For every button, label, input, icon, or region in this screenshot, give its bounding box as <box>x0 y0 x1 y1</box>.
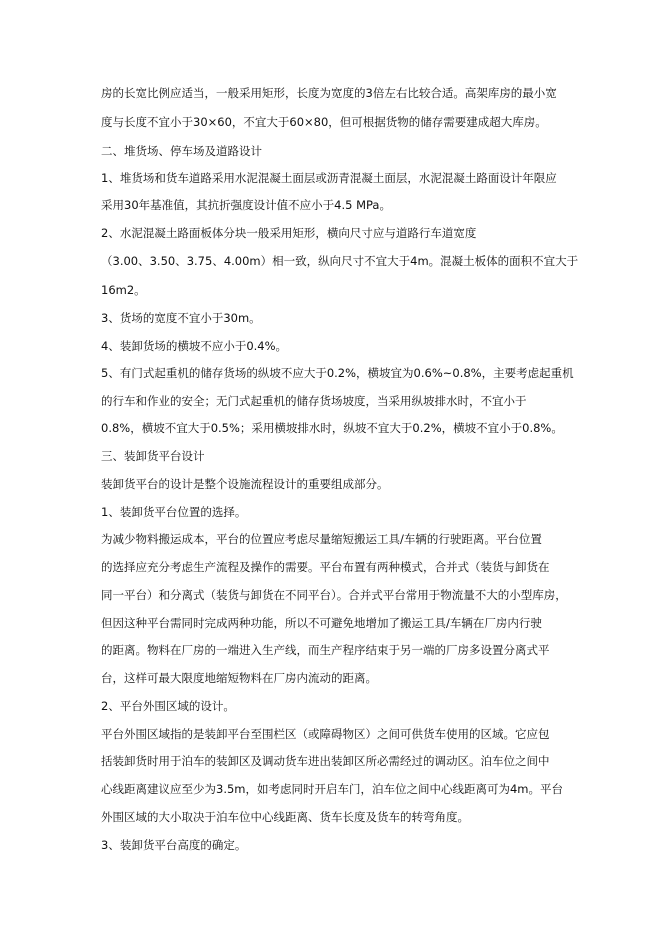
section-heading: 三、装卸货平台设计 <box>101 449 205 463</box>
text-line: 台，这样可最大限度地缩短物料在厂房内流动的距离。 <box>101 671 377 685</box>
text-line: 3、货场的宽度不宜小于30m。 <box>101 311 261 325</box>
text-line: 4、装卸货场的横坡不应小于0.4%。 <box>101 339 288 353</box>
text-line: 采用30年基准值，其抗折强度设计值不应小于4.5 MPa。 <box>101 198 391 212</box>
text-line: 16m2。 <box>101 283 146 297</box>
text-line: 2、平台外围区域的设计。 <box>101 699 235 713</box>
text-line: 房的长宽比例应适当，一般采用矩形，长度为宽度的3倍左右比较合适。高架库房的最小宽 <box>101 86 557 100</box>
text-line: 括装卸货时用于泊车的装卸区及调动货车进出装卸区所必需经过的调动区。泊车位之间中 <box>101 754 550 768</box>
text-line: 0.8%，横坡不宜大于0.5%；采用横坡排水时，纵坡不宜大于0.2%，横坡不宜小于0.8%。 <box>101 421 563 435</box>
text-line: 为减少物料搬运成本，平台的位置应考虑尽量缩短搬运工具/车辆的行驶距离。平台位置 <box>101 532 542 546</box>
section-heading: 二、堆货场、停车场及道路设计 <box>101 144 262 158</box>
text-line: 2、水泥混凝土路面板体分块一般采用矩形，横向尺寸应与道路行车道宽度 <box>101 226 477 240</box>
text-line: 外围区域的大小取决于泊车位中心线距离、货车长度及货车的转弯角度。 <box>101 810 469 824</box>
text-line: 3、装卸货平台高度的确定。 <box>101 838 247 852</box>
text-line: 心线距离建议应至少为3.5m，如考虑同时开启车门，泊车位之间中心线距离可为4m。平台 <box>101 782 564 796</box>
text-line: 平台外围区域指的是装卸平台至围栏区（或障碍物区）之间可供货车使用的区域。它应包 <box>101 727 550 741</box>
text-line: 的选择应充分考虑生产流程及操作的需要。平台布置有两种模式，合并式（装货与卸货在 <box>101 560 550 574</box>
text-line: （3.00、3.50、3.75、4.00m）相一致，纵向尺寸不宜大于4m。混凝土板体的面积不宜大于 <box>101 254 579 268</box>
text-line: 1、装卸货平台位置的选择。 <box>101 505 247 519</box>
text-line: 的距离。物料在厂房的一端进入生产线，而生产程序结束于另一端的厂房多设置分离式平 <box>101 643 550 657</box>
text-line: 但因这种平台需同时完成两种功能，所以不可避免地增加了搬运工具/车辆在厂房内行驶 <box>101 616 542 630</box>
text-line: 装卸货平台的设计是整个设施流程设计的重要组成部分。 <box>101 477 389 491</box>
text-line: 1、堆货场和货车道路采用水泥混凝土面层或沥青混凝土面层，水泥混凝土路面设计年限应 <box>101 171 557 185</box>
text-line: 同一平台）和分离式（装货与卸货在不同平台）。合并式平台常用于物流量不大的小型库房， <box>101 588 567 602</box>
text-line: 度与长度不宜小于30×60，不宜大于60×80，但可根据货物的储存需要建成超大库房。 <box>101 115 547 129</box>
text-line: 5、有门式起重机的储存货场的纵坡不应大于0.2%，横坡宜为0.6%~0.8%，主要考虑起重机 <box>101 366 574 380</box>
text-line: 的行车和作业的安全；无门式起重机的储存货场坡度，当采用纵坡排水时，不宜小于 <box>101 394 527 408</box>
